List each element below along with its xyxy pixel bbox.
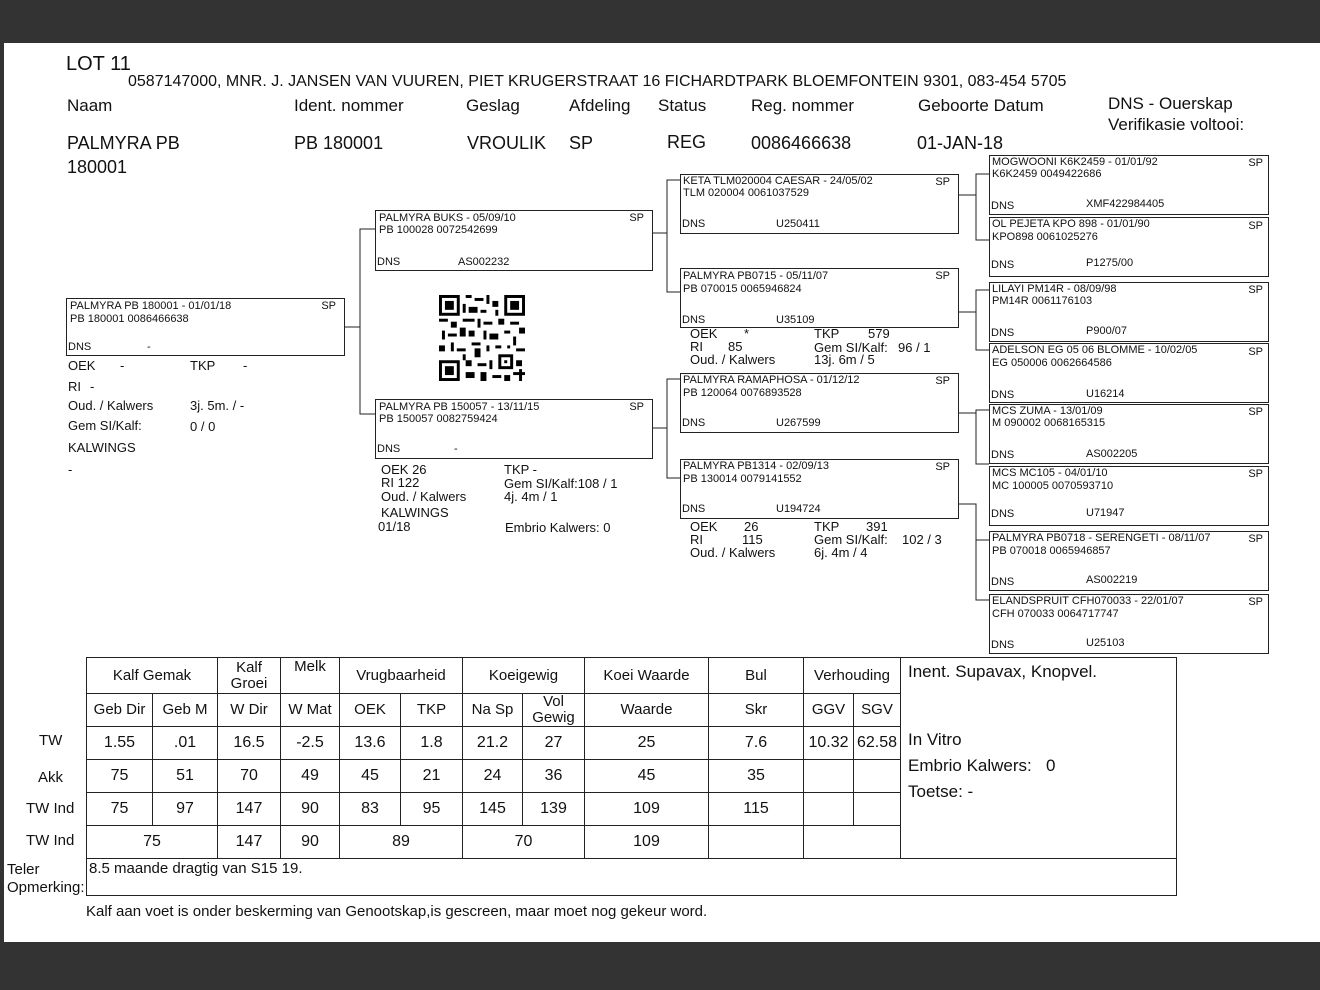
gen2-title: KETA TLM020004 CAESAR - 24/05/02 [683,175,873,187]
gen3-title: MCS MC105 - 04/01/10 [992,467,1108,479]
pedigree-gen3-8 [989,594,1269,654]
gen3-dns: DNS [991,200,1015,212]
gen2-4-ri-label: RI [690,532,703,547]
tw-skr: 7.6 [709,727,804,760]
pedigree-gen2-3 [680,373,959,433]
group-kalf-groei [218,658,281,694]
dam-oud-label: Oud. / Kalwers [381,489,467,504]
dam-dns-value: - [454,443,458,455]
side-note-embrio-label: Embrio Kalwers: [908,756,1032,775]
side-note-inent: Inent. Supavax, Knopvel. [908,662,1098,681]
tw-sgv: 62.58 [854,727,901,760]
gen3-dns: DNS [991,327,1015,339]
gen3-dns-value: U71947 [1086,507,1125,519]
gen3-dns-value: AS002205 [1086,448,1138,460]
twind-w-mat: 90 [281,793,340,826]
performance-table [86,657,1177,896]
tw-vol-gewig: 27 [523,727,585,760]
twind2-koei-waarde: 109 [585,826,709,859]
subject-sp: SP [321,300,336,312]
twind2-verhouding [804,826,901,859]
sub-vol: Vol [543,693,564,710]
sub-geb-m: Geb M [153,694,218,727]
subject-oek-label: OEK [68,358,96,373]
twind-oek: 83 [340,793,401,826]
table-row-remark [87,859,1177,896]
pedigree-gen3-3 [989,282,1269,342]
subject-ri-label: RI [68,379,81,394]
subject-tkp-label: TKP [190,358,216,373]
gen3-id: KPO898 0061025276 [992,231,1098,243]
pedigree-sire [375,210,653,271]
gen2-2-tkp-value: 579 [868,326,890,341]
gen3-id: M 090002 0068165315 [992,417,1106,429]
subject-dns-value: - [147,341,151,353]
header-ident: Ident. nommer [294,96,404,115]
sub-oek: OEK [340,694,401,727]
row-label-akk: Akk [38,769,64,786]
gen3-sp: SP [1248,157,1263,169]
akk-ggv [804,760,854,793]
dam-embrio: Embrio Kalwers: 0 [505,520,611,535]
gen2-sp: SP [935,461,950,473]
animal-ident: PB 180001 [294,133,384,153]
tw-oek: 13.6 [340,727,401,760]
gen2-4-oud-label: Oud. / Kalwers [690,545,776,560]
side-note-embrio-value: 0 [1045,756,1056,775]
subject-gem-label: Gem SI/Kalf: [68,418,142,433]
gen3-sp: SP [1248,284,1263,296]
animal-name: PALMYRA PB [67,133,180,153]
side-note-toetse: Toetse: - [908,782,974,801]
gen3-dns-value: XMF422984405 [1086,198,1165,210]
dam-title: PALMYRA PB 150057 - 13/11/15 [379,401,540,413]
dam-oek: OEK 26 [381,462,427,477]
gen2-4-oud-value: 6j. 4m / 4 [814,545,868,560]
gen3-sp: SP [1248,533,1263,545]
akk-w-mat: 49 [281,760,340,793]
twind2-vrugbaarheid: 89 [340,826,463,859]
subject-oud-label: Oud. / Kalwers [68,398,154,413]
sub-skr: Skr [709,694,804,727]
sub-tkp: TKP [401,694,463,727]
tw-geb-dir: 1.55 [87,727,153,760]
gen2-2-ri-value: 85 [728,339,743,354]
twind-waarde: 109 [585,793,709,826]
subject-dns: DNS [68,341,92,353]
gen2-title: PALMYRA PB0715 - 05/11/07 [683,270,829,282]
gen2-id: PB 070015 0065946824 [683,283,802,295]
row-label-teler: Teler [7,861,40,878]
gen3-sp: SP [1248,346,1263,358]
row-label-opmerking: Opmerking: [7,879,85,896]
akk-waarde: 45 [585,760,709,793]
twind-skr: 115 [709,793,804,826]
akk-geb-dir: 75 [87,760,153,793]
subject-oud-value: 3j. 5m. / - [190,398,245,413]
sire-dns: DNS [377,256,401,268]
gen2-4-tkp-value: 391 [866,519,888,534]
tw-waarde: 25 [585,727,709,760]
pedigree-gen3-4 [989,343,1269,403]
pedigree-subject [66,298,345,356]
sire-title: PALMYRA BUKS - 05/09/10 [379,212,516,224]
gen2-dns-value: U250411 [776,218,820,230]
pedigree-gen3-2 [989,217,1269,277]
pedigree-gen2-4 [680,459,959,519]
gen3-id: CFH 070033 0064717747 [992,608,1119,620]
gen3-id: MC 100005 0070593710 [992,480,1114,492]
gen3-dns: DNS [991,259,1015,271]
twind2-kalf-groei: 147 [218,826,281,859]
akk-na-sp: 24 [463,760,523,793]
gen2-sp: SP [935,270,950,282]
subject-title: PALMYRA PB 180001 - 01/01/18 [70,300,232,312]
sub-vol-gewig [523,694,585,727]
group-melk: Melk [281,658,340,694]
gen3-title: LILAYI PM14R - 08/09/98 [992,283,1117,295]
twind-ggv [804,793,854,826]
header-geboorte: Geboorte Datum [918,96,1044,115]
dam-dns: DNS [377,443,401,455]
gen3-dns-value: U16214 [1086,388,1125,400]
gen2-2-ri-label: RI [690,339,703,354]
header-status: Status [658,96,707,115]
animal-afdeling: SP [569,133,594,153]
gen3-id: PM14R 0061176103 [992,295,1093,307]
gen2-2-oud-label: Oud. / Kalwers [690,352,776,367]
akk-w-dir: 70 [218,760,281,793]
header-geslag: Geslag [466,96,520,115]
tw-w-dir: 16.5 [218,727,281,760]
gen3-dns: DNS [991,639,1015,651]
sub-ggv: GGV [804,694,854,727]
gen2-dns-value: U194724 [776,503,821,515]
twind2-kalf-gemak: 75 [87,826,218,859]
animal-reg: 0086466638 [751,133,852,153]
group-kalf-groei-line2: Groei [230,674,268,692]
sub-w-dir: W Dir [218,694,281,727]
gen3-title: ADELSON EG 05 06 BLOMME - 10/02/05 [992,344,1198,356]
gen2-dns-value: U267599 [776,417,821,429]
group-koeigewig: Koeigewig [463,658,585,694]
gen3-title: OL PEJETA KPO 898 - 01/01/90 [992,218,1150,230]
animal-name-number: 180001 [67,157,128,177]
dam-tkp: TKP - [504,462,537,477]
gen3-dns: DNS [991,389,1015,401]
gen3-title: PALMYRA PB0718 - SERENGETI - 08/11/07 [992,532,1211,544]
gen2-4-gem-value: 102 / 3 [902,532,942,547]
gen3-dns-value: AS002219 [1086,574,1138,586]
side-notes [901,658,1177,859]
gen2-2-gem-label: Gem SI/Kalf: [814,340,888,355]
gen2-dns: DNS [682,417,706,429]
gen3-dns-value: P1275/00 [1086,257,1134,269]
lot-number: LOT 11 [66,53,131,75]
twind2-melk: 90 [281,826,340,859]
row-label-tw-ind: TW Ind [26,800,75,817]
dam-oud-value: 4j. 4m / 1 [504,489,558,504]
pedigree-gen3-5 [989,404,1269,464]
akk-sgv [854,760,901,793]
tw-tkp: 1.8 [401,727,463,760]
qr-code-image [437,295,527,381]
gen2-4-tkp-label: TKP [814,519,840,534]
header-reg: Reg. nommer [751,96,854,115]
gen2-2-tkp-label: TKP [814,326,840,341]
gen2-4-oek-label: OEK [690,519,718,534]
tw-na-sp: 21.2 [463,727,523,760]
dam-sp: SP [629,401,644,413]
twind-geb-m: 97 [153,793,218,826]
gen2-dns-value: U35109 [776,314,815,326]
footer-note: Kalf aan voet is onder beskerming van Genootskap,is gescreen, maar moet nog gekeur word. [86,903,708,920]
gen2-title: PALMYRA PB1314 - 02/09/13 [683,460,829,472]
group-vrugbaarheid: Vrugbaarheid [340,658,463,694]
akk-tkp: 21 [401,760,463,793]
dam-kalwings-date: 01/18 [378,519,411,534]
header-dns: DNS - Ouerskap [1108,94,1233,113]
subject-id: PB 180001 0086466638 [70,313,189,325]
twind-geb-dir: 75 [87,793,153,826]
animal-geslag: VROULIK [467,133,547,153]
subject-ri-value: - [90,379,95,394]
gen3-sp: SP [1248,468,1263,480]
gen3-title: MOGWOONI K6K2459 - 01/01/92 [992,156,1158,168]
group-kalf-groei-line1: Kalf [236,658,262,676]
gen3-dns: DNS [991,508,1015,520]
sire-dns-value: AS002232 [458,256,510,268]
pedigree-gen2-2 [680,268,959,328]
subject-kalwings-value: - [68,462,73,477]
group-verhouding: Verhouding [804,658,901,694]
twind-sgv [854,793,901,826]
gen3-sp: SP [1248,406,1263,418]
header-naam: Naam [67,96,113,115]
subject-kalwings: KALWINGS [68,440,136,455]
dam-gem: Gem SI/Kalf:108 / 1 [504,476,618,491]
gen2-dns: DNS [682,503,706,515]
header-afdeling: Afdeling [569,96,631,115]
dam-kalwings: KALWINGS [381,505,449,520]
gen2-2-oud-value: 13j. 6m / 5 [814,352,875,367]
gen3-dns-value: P900/07 [1086,325,1127,337]
header-verifikasie: Verifikasie voltooi: [1108,115,1245,134]
gen2-2-oek-value: * [744,326,750,341]
gen3-title: MCS ZUMA - 13/01/09 [992,405,1103,417]
gen2-id: PB 130014 0079141552 [683,473,802,485]
sub-na-sp: Na Sp [463,694,523,727]
pedigree-gen3-6 [989,466,1269,526]
group-bul: Bul [709,658,804,694]
table-group-header-row [87,658,1177,694]
row-label-tw: TW [39,732,63,749]
pedigree-gen2-1 [680,174,959,234]
dam-ri: RI 122 [381,475,420,490]
remark-text: 8.5 maande dragtig van S15 19. [87,859,1177,896]
akk-geb-m: 51 [153,760,218,793]
sub-w-mat: W Mat [281,694,340,727]
gen2-id: TLM 020004 0061037529 [683,187,809,199]
sire-id: PB 100028 0072542699 [379,224,498,236]
side-note-in-vitro: In Vitro [908,730,962,749]
subject-tkp-value: - [243,358,248,373]
akk-vol-gewig: 36 [523,760,585,793]
sub-geb-dir: Geb Dir [87,694,153,727]
akk-skr: 35 [709,760,804,793]
gen2-2-gem-value: 96 / 1 [898,340,931,355]
gen3-dns-value: U25103 [1086,637,1125,649]
sub-gewig: Gewig [532,709,575,726]
tw-ggv: 10.32 [804,727,854,760]
subject-oek-value: - [120,358,125,373]
gen2-title: PALMYRA RAMAPHOSA - 01/12/12 [683,374,860,386]
gen2-dns: DNS [682,218,706,230]
group-kalf-gemak: Kalf Gemak [87,658,218,694]
akk-oek: 45 [340,760,401,793]
sire-sp: SP [629,212,644,224]
twind-w-dir: 147 [218,793,281,826]
pedigree-dam [375,399,653,459]
sub-waarde: Waarde [585,694,709,727]
twind-na-sp: 145 [463,793,523,826]
gen2-sp: SP [935,176,950,188]
gen2-4-ri-value: 115 [742,532,763,547]
twind-tkp: 95 [401,793,463,826]
pedigree-gen3-7 [989,531,1269,591]
gen2-id: PB 120064 0076893528 [683,387,802,399]
gen3-title: ELANDSPRUIT CFH070033 - 22/01/07 [992,595,1184,607]
pedigree-gen3-1 [989,155,1269,215]
group-koei-waarde: Koei Waarde [585,658,709,694]
gen3-dns: DNS [991,449,1015,461]
gen3-dns: DNS [991,576,1015,588]
side-note-embrio [908,758,1055,774]
gen2-4-oek-value: 26 [744,519,759,534]
animal-status: REG [667,132,707,152]
animal-geboorte: 01-JAN-18 [917,133,1004,153]
gen2-sp: SP [935,375,950,387]
gen3-sp: SP [1248,220,1263,232]
gen2-dns: DNS [682,314,706,326]
dam-id: PB 150057 0082759424 [379,413,498,425]
gen3-id: PB 070018 0065946857 [992,545,1111,557]
tw-w-mat: -2.5 [281,727,340,760]
tw-geb-m: .01 [153,727,218,760]
row-label-tw-ind-2: TW Ind [26,832,75,849]
gen3-id: K6K2459 0049422686 [992,168,1102,180]
sub-sgv: SGV [854,694,901,727]
owner-line: 0587147000, MNR. J. JANSEN VAN VUUREN, PIET KRUGERSTRAAT 16 FICHARDTPARK BLOEMFONTEIN 9301, 083-454 5705 [128,73,1067,90]
gen3-sp: SP [1248,596,1263,608]
gen2-2-oek-label: OEK [690,326,718,341]
twind-vol-gewig: 139 [523,793,585,826]
twind2-bul [709,826,804,859]
gen3-id: EG 050006 0062664586 [992,357,1112,369]
twind2-koeigewig: 70 [463,826,585,859]
gen2-4-gem-label: Gem SI/Kalf: [814,532,888,547]
subject-gem-value: 0 / 0 [190,419,216,434]
